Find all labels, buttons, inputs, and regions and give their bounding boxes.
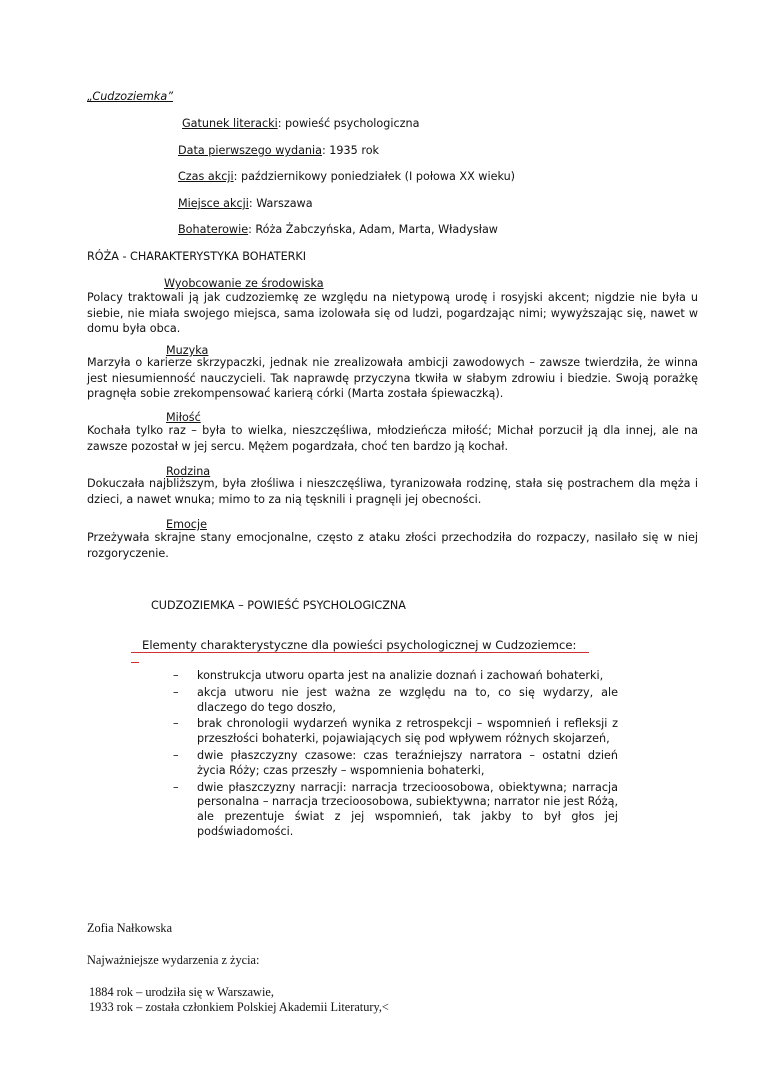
list-item-text: brak chronologii wydarzeń wynika z retrospekcji – wspomnień i refleksji z przeszłości bohaterki, pojawiających się pod wpływem różnych skojarzeń, <box>197 717 618 746</box>
section-heading-alienation: Wyobcowanie ze środowiska <box>164 277 324 290</box>
list-item-text: dwie płaszczyzny czasowe: czas teraźniejszy narratora – ostatni dzień życia Róży; czas przeszły – wspomnienia bohaterki, <box>197 748 618 777</box>
dash-bullet: – <box>173 717 179 731</box>
info-value: : październikowy poniedziałek (I połowa XX wieku) <box>233 170 516 183</box>
list-item-text: konstrukcja utworu oparta jest na analizie doznań i zachowań bohaterki, <box>197 669 604 682</box>
info-label: Bohaterowie <box>178 223 249 236</box>
event-item: 1884 rok – urodziła się w Warszawie, <box>89 985 274 999</box>
elements-list <box>173 669 618 842</box>
section-heading-love: Miłość <box>166 411 201 424</box>
list-item <box>173 781 618 840</box>
spellcheck-underline <box>131 652 589 653</box>
info-action-place <box>178 197 313 211</box>
info-value: : Róża Żabczyńska, Adam, Marta, Władysław <box>248 223 498 236</box>
list-item-text: akcja utworu nie jest ważna ze względu na to, co się wydarzy, ale dlaczego do tego doszło, <box>197 685 618 714</box>
section-heading-emotions: Emocje <box>166 518 207 531</box>
list-item <box>173 717 618 747</box>
list-item-text: dwie płaszczyzny narracji: narracja trzecioosobowa, obiektywna; narracja personalna – narracja trzecioosobowa, subiektywna; narrator nie jest Różą, ale prezentuje świat z jej wspomnień, tak jakby to był głos jej podświadomości. <box>197 780 618 838</box>
info-genre <box>182 117 419 131</box>
info-label: Czas akcji <box>178 170 234 183</box>
elements-heading: Elementy charakterystyczne dla powieści psychologicznej w Cudzoziemce: <box>142 638 577 652</box>
info-label: Miejsce akcji <box>178 197 249 210</box>
list-item <box>173 749 618 779</box>
spellcheck-mark <box>131 662 139 663</box>
dash-bullet: – <box>173 780 179 794</box>
section-text-emotions: Przeżywała skrajne stany emocjonalne, często z ataku złości przechodziła do rozpaczy, nasilało się w niej rozgoryczenie. <box>87 531 698 560</box>
info-action-time <box>178 170 515 184</box>
dash-bullet: – <box>173 748 179 762</box>
dash-bullet: – <box>173 669 179 682</box>
info-value: : powieść psychologiczna <box>277 117 420 130</box>
section-text-music: Marzyła o karierze skrzypaczki, jednak nie zrealizowała ambicji zawodowych – zawsze twierdziła, że winna jest niesumienność nauczycieli. Tak naprawdę przyczyna tkwiła w słabym zdrowiu i biedzie. Swoją porażkę pragnęła sobie zrekompensować karierą córki (Marta została śpiewaczką). <box>87 356 698 400</box>
info-value: : 1935 rok <box>321 144 380 157</box>
info-first-edition <box>178 144 379 158</box>
info-value: : Warszawa <box>248 197 313 210</box>
psych-heading: CUDZOZIEMKA – POWIEŚĆ PSYCHOLOGICZNA <box>151 599 406 612</box>
document-title: „Cudzoziemka” <box>87 90 174 103</box>
info-label: Gatunek literacki <box>182 117 278 130</box>
section-text-family: Dokuczała najbliższym, była złośliwa i nieszczęśliwa, tyranizowała rodzinę, stała się postrachem dla męża i dzieci, a nawet wnuka; mimo to za nią tęsknili i pragnęli jej obecności. <box>87 477 698 506</box>
event-item: 1933 rok – została członkiem Polskiej Akademii Literatury,< <box>89 1000 389 1014</box>
list-item <box>173 686 618 716</box>
section-text-love: Kochała tylko raz – była to wielka, nieszczęśliwa, młodzieńcza miłość; Michał porzucił ją dla innej, ale na zawsze pozostał w jej sercu. Mężem pogardzała, choć ten bardzo ją kochał. <box>87 424 698 453</box>
section-heading-music: Muzyka <box>166 344 209 357</box>
section-heading-family: Rodzina <box>166 465 211 478</box>
events-heading: Najważniejsze wydarzenia z życia: <box>87 953 260 967</box>
author-name: Zofia Nałkowska <box>87 921 173 935</box>
dash-bullet: – <box>173 685 179 699</box>
info-characters <box>178 223 498 237</box>
info-label: Data pierwszego wydania <box>178 144 322 157</box>
character-heading: RÓŻA - CHARAKTERYSTYKA BOHATERKI <box>87 250 307 263</box>
section-text-alienation: Polacy traktowali ją jak cudzoziemkę ze względu na nietypową urodę i rosyjski akcent; nigdzie nie była u siebie, nie miała swojego miejsca, sama izolowała się od ludzi, pogardzając nimi; wywyższając się, nawet w domu była obca. <box>87 291 698 335</box>
list-item <box>173 669 618 684</box>
